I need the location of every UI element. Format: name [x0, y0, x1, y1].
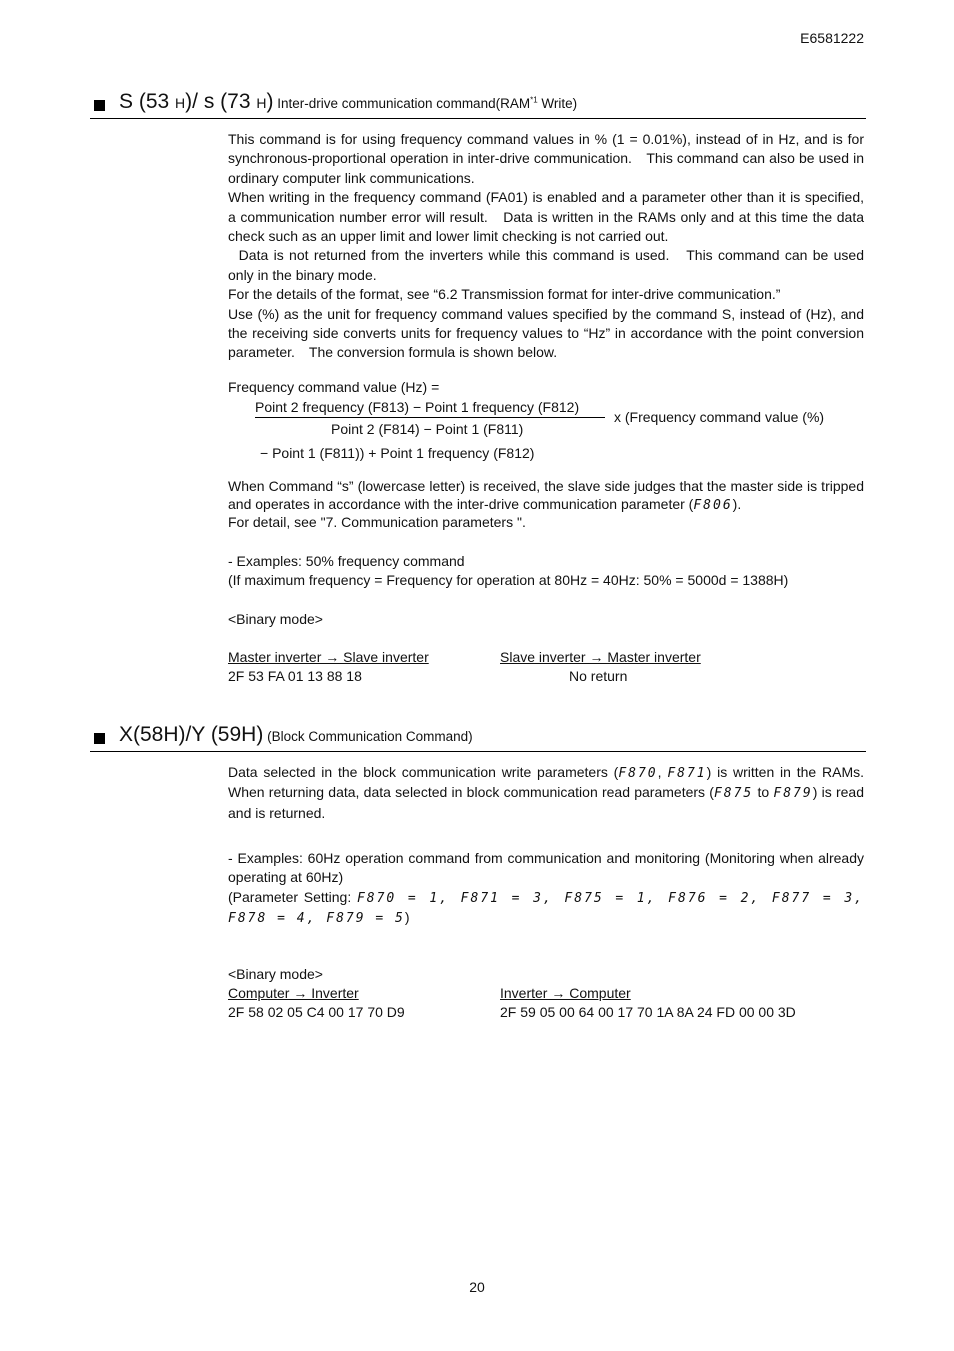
detail-reference: For detail, see "7. Communication parameters ".: [228, 514, 526, 530]
bullet-square-icon: [94, 100, 105, 111]
paragraph: When writing in the frequency command (FA01) is enabled and a parameter other than it is specified, a communication number error will result. Data is written in the RAMs only and at this time the data check such as an upper limit and lower limit checking is not carried out.: [228, 189, 864, 245]
parameter-setting: (Parameter Setting: F870 = 1, F871 = 3, F875 = 1, F876 = 2, F877 = 3, F878 = 4, F879 = 5): [228, 888, 864, 927]
example-text: - Examples: 60Hz operation command from communication and monitoring (Monitoring when already operating at 60Hz): [228, 850, 864, 886]
binary-mode-label: <Binary mode>: [228, 966, 323, 982]
computer-to-inverter-value: 2F 58 02 05 C4 00 17 70 D9: [228, 1004, 405, 1020]
document-id: E6581222: [800, 30, 864, 46]
computer-to-inverter-header: Computer → Inverter: [228, 985, 359, 1001]
inverter-to-computer-header: Inverter → Computer: [500, 985, 631, 1001]
paragraph: Data is not returned from the inverters while this command is used. This command can be used only in the binary mode.: [228, 247, 864, 283]
paragraph: This command is for using frequency command values in % (1 = 0.01%), instead of in Hz, and is for synchronous-proportional operation in inter-drive communication. This command can also be used in ordinary computer link communications.: [228, 131, 864, 186]
section-heading-block-command: [90, 725, 866, 752]
param-f806: F806: [693, 498, 733, 513]
formula-numerator: Point 2 frequency (F813) − Point 1 frequency (F812): [255, 399, 580, 415]
formula-lhs: Frequency command value (Hz) =: [228, 379, 440, 395]
example-note: (If maximum frequency = Frequency for operation at 80Hz = 40Hz: 50% = 5000d = 1388H): [228, 572, 789, 588]
bullet-square-icon: [94, 733, 105, 744]
formula-tail: − Point 1 (F811)) + Point 1 frequency (F812): [260, 445, 535, 461]
section-title: S (53 H)/ s (73 H) Inter-drive communication command(RAM$^{*1}$ Write): [119, 90, 578, 113]
fraction-bar: [255, 417, 605, 418]
paragraph: Use (%) as the unit for frequency command values specified by the command S, instead of (Hz), and the receiving side converts units for frequency values to “Hz” in accordance with the point conversion parameter. The conversion formula is shown below.: [228, 305, 864, 361]
master-to-slave-value: 2F 53 FA 01 13 88 18: [228, 668, 362, 684]
binary-mode-label: <Binary mode>: [228, 611, 323, 627]
section-heading-s-command: [90, 92, 866, 119]
section1-intro: [228, 130, 864, 363]
formula-factor: x (Frequency command value (%): [614, 409, 825, 425]
example-title: - Examples: 50% frequency command: [228, 553, 465, 569]
block-command-description: Data selected in the block communication write parameters (F870, F871) is written in the RAMs. When returning data, data selected in block communication read parameters (F875 to F879) is read and is returned.: [228, 764, 878, 821]
inverter-to-computer-value: 2F 59 05 00 64 00 17 70 1A 8A 24 FD 00 00 3D: [500, 1004, 796, 1020]
section-title: X(58H)/Y (59H) (Block Communication Command): [119, 723, 473, 746]
block-example: [228, 849, 864, 929]
lowercase-command-note: When Command “s” (lowercase letter) is received, the slave side judges that the master side is tripped and operates in accordance with the inter-drive communication parameter (F806).: [228, 478, 864, 513]
slave-to-master-value: No return: [569, 668, 628, 684]
master-to-slave-header: Master inverter → Slave inverter: [228, 649, 429, 665]
formula-denominator: Point 2 (F814) − Point 1 (F811): [331, 421, 524, 437]
paragraph: For the details of the format, see “6.2 Transmission format for inter-drive communication.”: [228, 286, 781, 303]
page-number: 20: [469, 1279, 485, 1295]
slave-to-master-header: Slave inverter → Master inverter: [500, 649, 701, 665]
